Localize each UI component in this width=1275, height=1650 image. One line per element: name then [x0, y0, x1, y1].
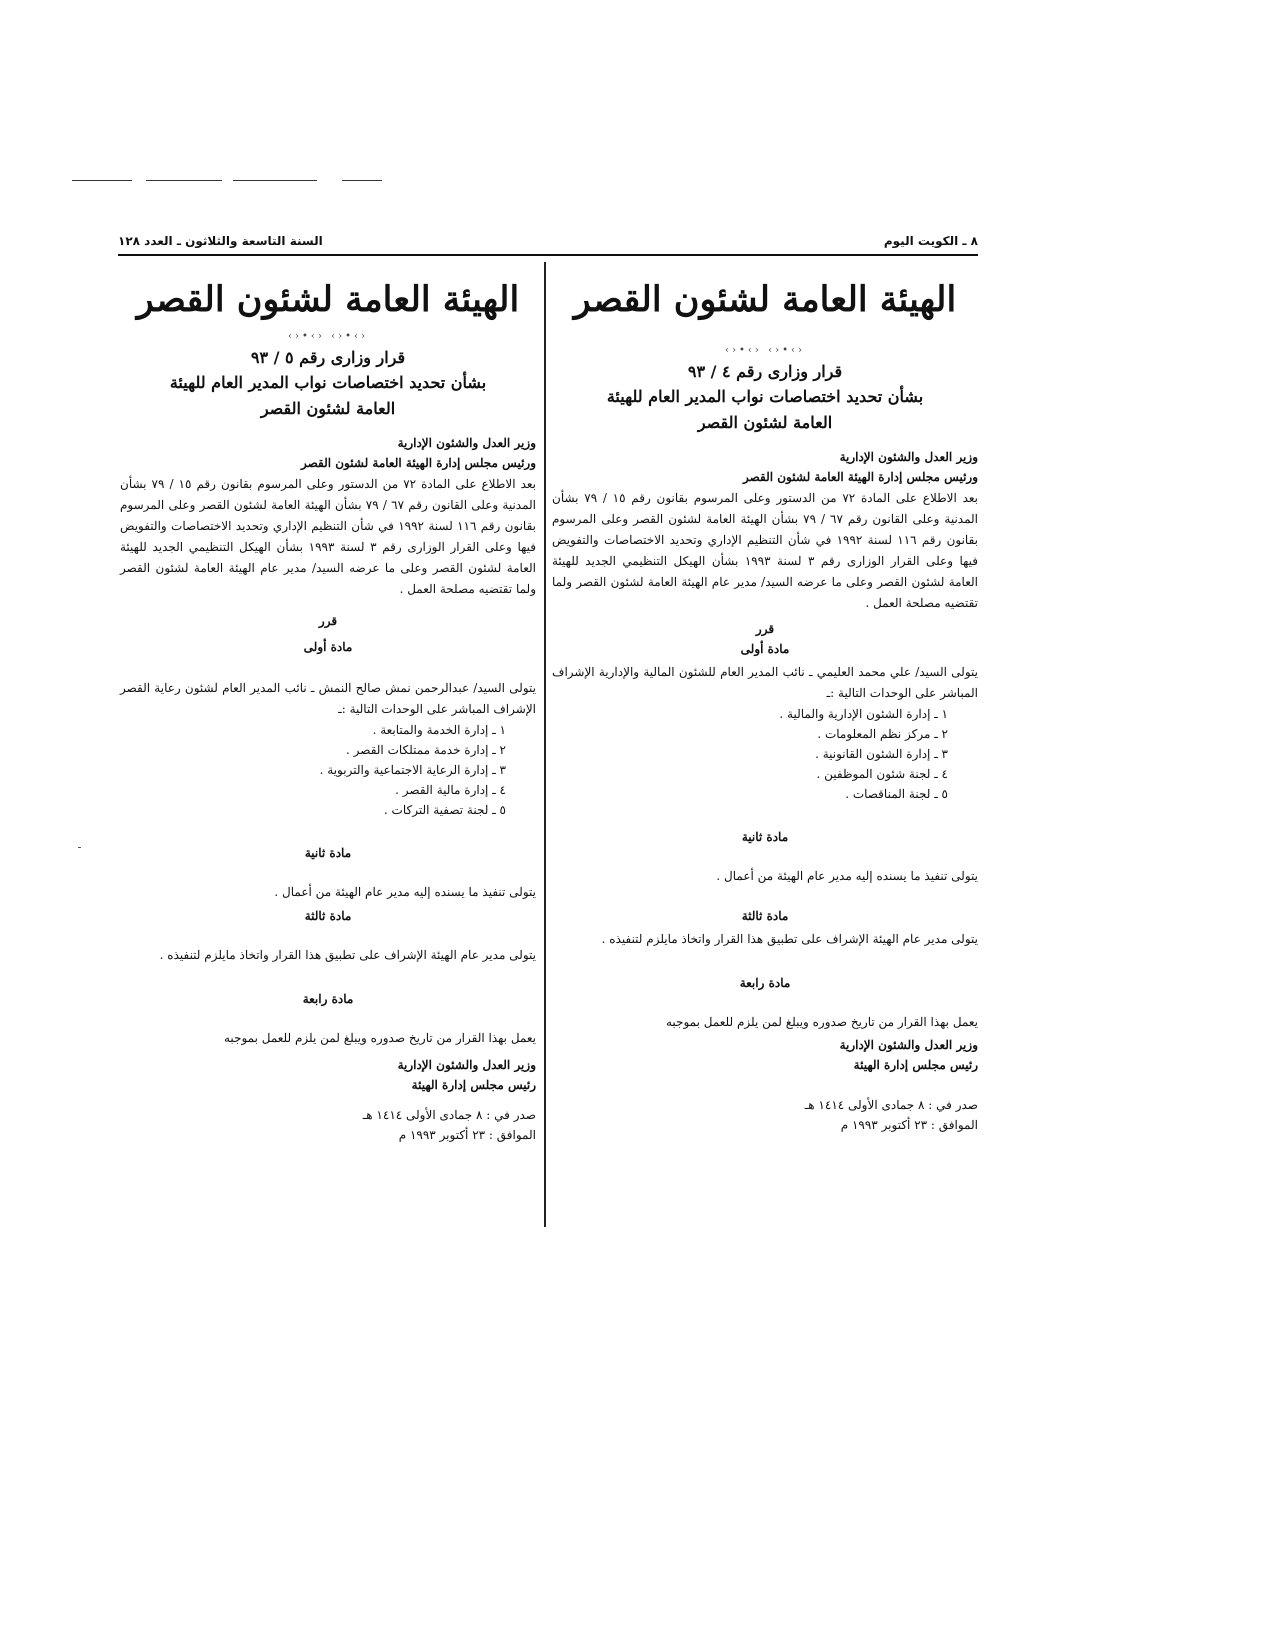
- decree-5-column: [120, 270, 536, 1145]
- decree-title: قرار وزارى رقم ٥ / ٩٣: [250, 348, 406, 367]
- minister-line-2: ورئيس مجلس إدارة الهيئة العامة لشئون القصر: [300, 456, 536, 470]
- top-mark-2: [146, 180, 222, 181]
- list-item: ٤ ـ إدارة مالية القصر .: [395, 783, 506, 797]
- list-item: ٥ ـ لجنة تصفية التركات .: [383, 803, 506, 817]
- article-3-heading: مادة ثالثة: [304, 909, 352, 923]
- masthead: الهيئة العامة لشئون القصر: [573, 279, 957, 320]
- article-1-text: يتولى السيد/ عبدالرحمن نمش صالح النمش ـ نائب المدير العام لشئون رعاية القصر الإشراف المباشر على الوحدات التالية :ـ: [120, 681, 536, 716]
- article-3-text: يتولى مدير عام الهيئة الإشراف على تطبيق هذا القرار واتخاذ مايلزم لتنفيذه .: [601, 932, 978, 946]
- column-divider: [544, 262, 546, 1227]
- page-number-publication: ٨ ـ الكويت اليوم: [883, 234, 978, 248]
- article-3-heading: مادة ثالثة: [741, 909, 789, 923]
- ornament: ‹›•‹› ‹›•‹›: [725, 345, 805, 356]
- minister-line-2: ورئيس مجلس إدارة الهيئة العامة لشئون القصر: [742, 470, 978, 484]
- list-item: ٣ ـ إدارة الرعاية الاجتماعية والتربوية .: [319, 763, 506, 777]
- page-header: [118, 234, 978, 256]
- decree-subject-line-2: العامة لشئون القصر: [260, 399, 396, 418]
- list-item: ٤ ـ لجنة شئون الموظفين .: [816, 767, 948, 781]
- minister-line-1: وزير العدل والشئون الإدارية: [397, 436, 536, 450]
- signature-line-1: وزير العدل والشئون الإدارية: [839, 1038, 978, 1052]
- article-1-text: يتولى السيد/ علي محمد العليمي ـ نائب المدير العام للشئون المالية والإدارية الإشراف المباشر على الوحدات التالية :ـ: [552, 665, 978, 700]
- list-item: ١ ـ إدارة الخدمة والمتابعة .: [372, 723, 506, 737]
- masthead: الهيئة العامة لشئون القصر: [136, 279, 520, 320]
- signature-line-2: رئيس مجلس إدارة الهيئة: [853, 1058, 978, 1072]
- corresponding-date: الموافق : ٢٣ أكتوبر ١٩٩٣ م: [840, 1118, 978, 1132]
- article-4-heading: مادة رابعة: [302, 992, 354, 1006]
- decided-label: قرر: [755, 622, 775, 636]
- stray-mark: [78, 847, 81, 848]
- article-4-text: يعمل بهذا القرار من تاريخ صدوره ويبلغ لمن يلزم للعمل بموجبه: [223, 1031, 536, 1045]
- decree-subject-line-2: العامة لشئون القصر: [697, 413, 833, 432]
- decree-title: قرار وزارى رقم ٤ / ٩٣: [687, 362, 843, 381]
- units-list: [552, 704, 978, 804]
- article-2-heading: مادة ثانية: [304, 846, 352, 860]
- top-mark-3: [233, 180, 317, 181]
- article-1-heading: مادة أولى: [303, 640, 353, 654]
- article-2-heading: مادة ثانية: [741, 830, 789, 844]
- list-item: ٥ ـ لجنة المناقصات .: [845, 787, 948, 801]
- issue-info: السنة التاسعة والثلاثون ـ العدد ١٢٨: [118, 234, 323, 248]
- list-item: ١ ـ إدارة الشئون الإدارية والمالية .: [779, 707, 948, 721]
- minister-line-1: وزير العدل والشئون الإدارية: [839, 450, 978, 464]
- issued-date: صدر في : ٨ جمادى الأولى ١٤١٤ هـ: [362, 1108, 536, 1122]
- units-list: [120, 720, 536, 820]
- list-item: ٣ ـ إدارة الشئون القانونية .: [815, 747, 948, 761]
- decree-subject-line-1: بشأن تحديد اختصاصات نواب المدير العام للهيئة: [606, 387, 924, 406]
- decree-subject-line-1: بشأن تحديد اختصاصات نواب المدير العام للهيئة: [169, 373, 487, 392]
- corresponding-date: الموافق : ٢٣ أكتوبر ١٩٩٣ م: [398, 1128, 536, 1142]
- issued-date: صدر في : ٨ جمادى الأولى ١٤١٤ هـ: [804, 1098, 978, 1112]
- preamble: بعد الاطلاع على المادة ٧٢ من الدستور وعلى المرسوم بقانون رقم ١٥ / ٧٩ بشأن المدنية وعلى القانون رقم ٦٧ / ٧٩ بشأن الهيئة العامة لشئون القصر وعلى المرسوم بقانون رقم ١١٦ لسنة ١٩٩٢ في شأن التنظيم الإداري وتحديد الاختصاصات والتفويض فيها وعلى القرار الوزارى رقم ٣ لسنة ١٩٩٣ بشأن الهيكل التنظيمي الجديد للهيئة العامة لشئون القصر وعلى ما عرضه السيد/ مدير عام الهيئة العامة لشئون القصر ولما تقتضيه مصلحة العمل .: [552, 491, 979, 610]
- signature-line-1: وزير العدل والشئون الإدارية: [397, 1058, 536, 1072]
- article-4-text: يعمل بهذا القرار من تاريخ صدوره ويبلغ لمن يلزم للعمل بموجبه: [665, 1015, 978, 1029]
- list-item: ٢ ـ إدارة خدمة ممتلكات القصر .: [346, 743, 506, 757]
- ornament: ‹›•‹› ‹›•‹›: [288, 331, 368, 342]
- article-2-text: يتولى تنفيذ ما يسنده إليه مدير عام الهيئة من أعمال .: [274, 885, 536, 899]
- top-mark-1: [72, 180, 132, 181]
- article-2-text: يتولى تنفيذ ما يسنده إليه مدير عام الهيئة من أعمال .: [716, 869, 978, 883]
- article-4-heading: مادة رابعة: [739, 976, 791, 990]
- article-3-text: يتولى مدير عام الهيئة الإشراف على تطبيق هذا القرار واتخاذ مايلزم لتنفيذه .: [159, 948, 536, 962]
- preamble: بعد الاطلاع على المادة ٧٢ من الدستور وعلى المرسوم بقانون رقم ١٥ / ٧٩ بشأن المدنية وعلى القانون رقم ٦٧ / ٧٩ بشأن الهيئة العامة لشئون القصر وعلى المرسوم بقانون رقم ١١٦ لسنة ١٩٩٢ في شأن التنظيم الإداري وتحديد الاختصاصات والتفويض فيها وعلى القرار الوزارى رقم ٣ لسنة ١٩٩٣ بشأن الهيكل التنظيمي الجديد للهيئة العامة لشئون القصر وعلى ما عرضه السيد/ مدير عام الهيئة العامة لشئون القصر ولما تقتضيه مصلحة العمل .: [120, 477, 537, 596]
- signature-line-2: رئيس مجلس إدارة الهيئة: [411, 1078, 536, 1092]
- decree-4-column: [552, 270, 978, 1135]
- header-rule: [118, 254, 978, 256]
- decided-label: قرر: [318, 614, 338, 628]
- list-item: ٢ ـ مركز نظم المعلومات .: [817, 727, 948, 741]
- top-mark-4: [342, 180, 382, 181]
- article-1-heading: مادة أولى: [740, 642, 790, 656]
